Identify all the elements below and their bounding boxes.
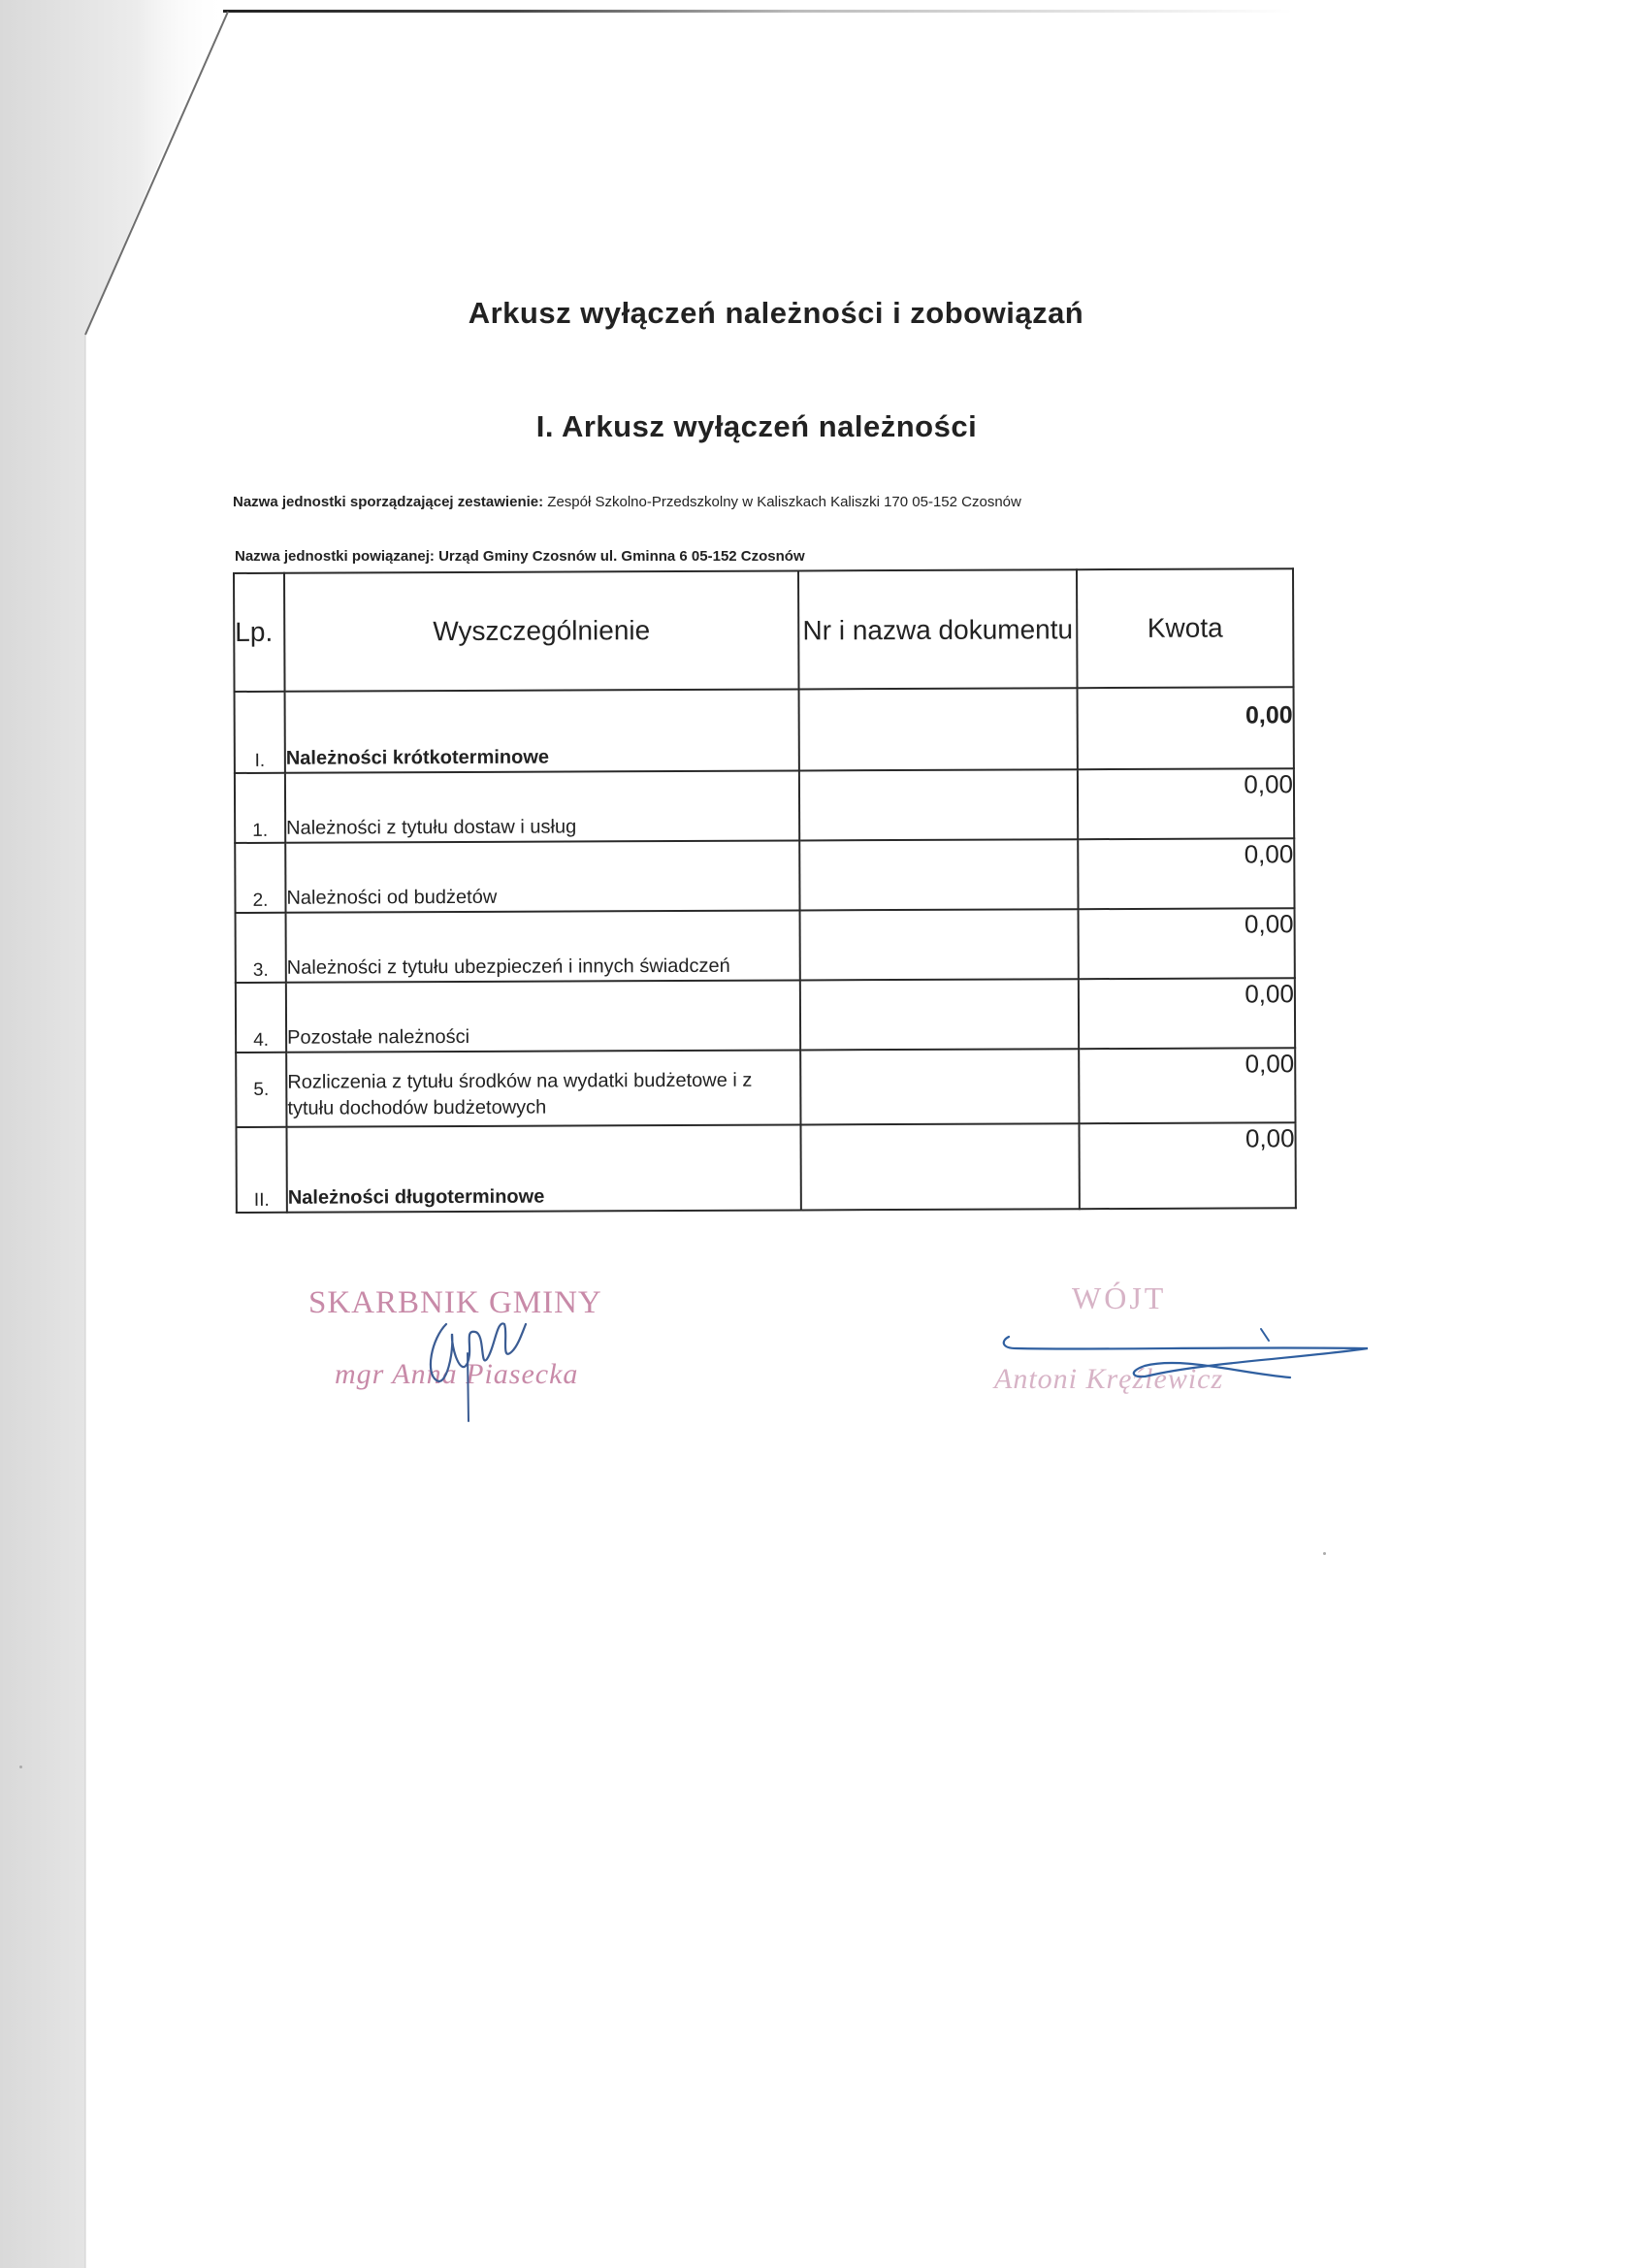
row-lp: I. [235, 692, 285, 773]
row-amount: 0,00 [1078, 768, 1294, 839]
table-row [236, 1048, 1295, 1127]
table-row [236, 908, 1295, 983]
row-lp: 5. [236, 1053, 286, 1127]
row-document [800, 909, 1079, 980]
section-title: I. Arkusz wyłączeń należności [535, 409, 978, 443]
row-description: Należności z tytułu dostaw i usług [285, 770, 799, 842]
row-document [799, 688, 1078, 770]
row-amount: 0,00 [1079, 1048, 1295, 1123]
treasurer-signature [407, 1295, 553, 1426]
row-lp: II. [236, 1127, 286, 1213]
header-lp: Lp. [234, 573, 285, 692]
row-description: Należności długoterminowe [286, 1124, 800, 1212]
mayor-stamp-title: WÓJT [1072, 1280, 1167, 1315]
table-row [235, 768, 1294, 843]
scan-speck [1323, 1552, 1326, 1555]
header-amount: Kwota [1077, 568, 1294, 688]
row-amount: 0,00 [1079, 978, 1295, 1049]
row-document [800, 1123, 1079, 1210]
related-unit-label: Nazwa jednostki powiązanej: [235, 548, 435, 565]
related-unit-value: Urząd Gminy Czosnów ul. Gminna 6 05-152 Czosnów [438, 548, 805, 565]
row-lp: 3. [236, 913, 286, 983]
receivables-exclusion-table [233, 567, 1297, 1214]
table-row [236, 1122, 1295, 1213]
row-description: Pozostałe należności [286, 980, 800, 1052]
row-lp: 2. [235, 843, 285, 913]
table-row [235, 838, 1294, 913]
row-document [799, 769, 1078, 840]
table-row [236, 978, 1295, 1053]
row-amount: 0,00 [1078, 838, 1294, 909]
scan-page-edge-shadow [0, 0, 233, 2268]
row-description: Należności z tytułu ubezpieczeń i innych świadczeń [286, 910, 800, 982]
treasurer-stamp [301, 1285, 630, 1421]
table-header-row [234, 568, 1294, 692]
header-document: Nr i nazwa dokumentu [798, 569, 1078, 689]
treasurer-stamp-title: SKARBNIK GMINY [308, 1285, 602, 1320]
scan-speck [19, 1766, 22, 1768]
row-document [799, 839, 1078, 910]
document-title: Arkusz wyłączeń należności i zobowiązań [468, 296, 1084, 330]
table-row [235, 687, 1294, 773]
reporting-unit-label: Nazwa jednostki sporządzającej zestawienie: [233, 494, 544, 510]
row-lp: 4. [236, 983, 286, 1053]
row-description: Należności od budżetów [285, 840, 799, 912]
related-unit-line [235, 548, 805, 565]
row-description: Rozliczenia z tytułu środków na wydatki budżetowe i z tytułu dochodów budżetowych [286, 1050, 800, 1126]
row-document [800, 979, 1079, 1050]
header-description: Wyszczególnienie [284, 570, 799, 691]
row-description: Należności krótkoterminowe [285, 689, 799, 772]
scan-top-edge [223, 10, 1649, 13]
mayor-stamp [980, 1280, 1387, 1407]
row-amount: 0,00 [1079, 1122, 1295, 1209]
mayor-stamp-name: Antoni Kręźlewicz [994, 1363, 1224, 1395]
treasurer-stamp-name: mgr Anna Piasecka [335, 1358, 579, 1390]
reporting-unit-value: Zespół Szkolno-Przedszkolny w Kaliszkach Kaliszki 170 05-152 Czosnów [547, 494, 1021, 510]
row-document [800, 1049, 1079, 1124]
row-lp: 1. [235, 773, 285, 843]
row-amount: 0,00 [1079, 908, 1295, 979]
mayor-signature [980, 1319, 1387, 1397]
reporting-unit-line [233, 494, 1021, 510]
row-amount: 0,00 [1078, 687, 1294, 769]
